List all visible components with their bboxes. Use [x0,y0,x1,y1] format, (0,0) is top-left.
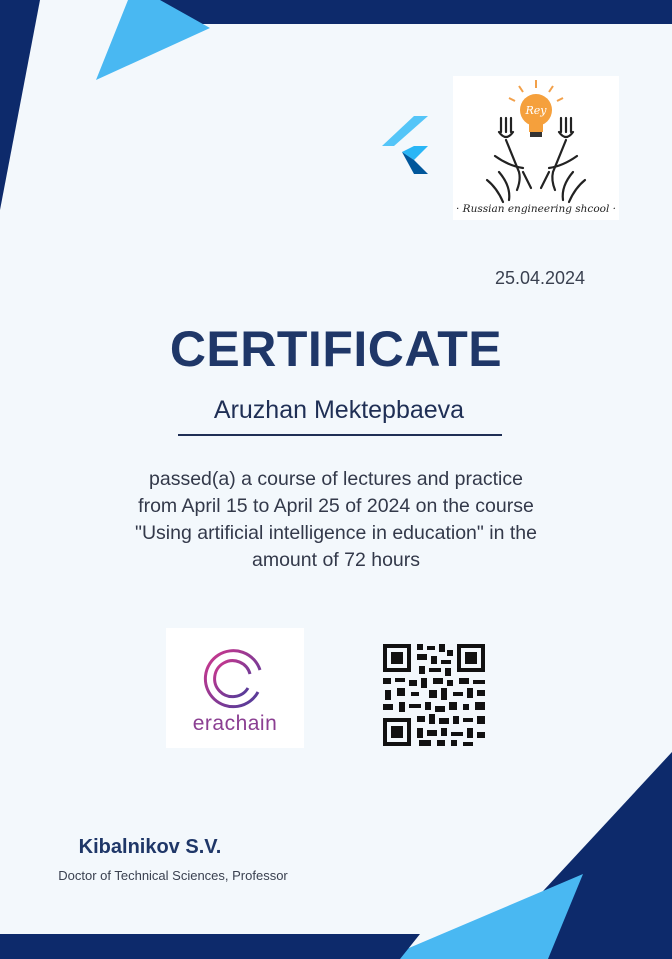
certificate-description [40,466,632,574]
flutter-logo-icon [382,116,434,178]
erachain-logo [166,628,304,748]
school-logo [453,76,619,220]
erachain-logo-icon [200,646,270,710]
top-left-navy-shape [0,0,40,210]
description-line: from April 15 to April 25 of 2024 on the course [138,495,534,517]
qr-code-icon[interactable] [381,642,487,748]
recipient-name: Aruzhan Mektepbaeva [213,396,465,424]
lightbulb-forks-logo-icon [453,76,619,220]
description-line: amount of 72 hours [251,549,421,571]
bottom-band-navy [0,934,420,959]
description-line: "Using artificial intelligence in education" in the [135,522,537,544]
certificate-title: CERTIFICATE [169,321,503,377]
signatory-name: Kibalnikov S.V. [78,836,222,858]
svg-text:· Russian engineering shcool ·: · Russian engineering shcool · [456,203,616,215]
issue-date: 25.04.2024 [494,268,586,288]
erachain-wordmark: erachain [192,712,278,735]
bottom-light-blue-shape [383,874,583,959]
top-band-navy [150,0,672,24]
name-underline [178,434,502,436]
svg-text:Rey: Rey [525,104,547,117]
signatory-title: Doctor of Technical Sciences, Professor [58,868,288,883]
description-line: passed(a) a course of lectures and practice [149,468,523,490]
